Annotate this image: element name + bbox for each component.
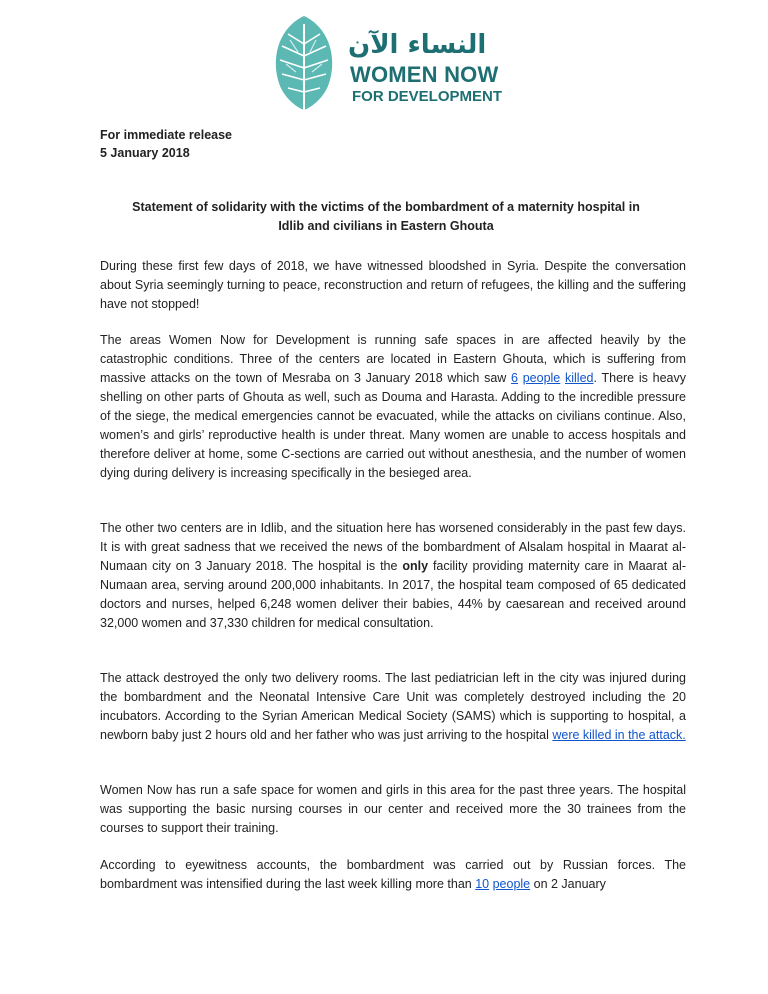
release-date: 5 January 2018 [100, 146, 190, 160]
paragraph-eyewitness [100, 856, 686, 894]
paragraph-text: on 2 January [530, 877, 606, 891]
release-label: For immediate release [100, 128, 233, 142]
logo-women-now: WOMEN NOW [350, 62, 499, 87]
link-10[interactable]: 10 [475, 877, 490, 891]
link-killed[interactable]: killed [565, 371, 594, 385]
paragraph-safe-space: Women Now has run a safe space for women and girls in this area for the past three years. The hospital was supporting the basic nursing courses in our center and received more the 30 trainees from the courses to support their training. [100, 783, 686, 835]
statement-title-line1: Statement of solidarity with the victims of the bombardment of a maternity hospital in [132, 200, 640, 214]
paragraph-idlib [100, 519, 686, 633]
emphasis-only: only [402, 559, 429, 573]
paragraph-attack [100, 669, 686, 745]
link-were-killed[interactable]: were killed in the attack. [552, 728, 686, 742]
paragraph-eastern-ghouta [100, 331, 686, 483]
leaf-logo-icon [268, 14, 340, 112]
paragraph-text: The areas Women Now for Development is running safe spaces in are affected heavily by the catastrophic conditions. Three of the centers are located in Eastern Ghouta, which is suffering from massive attacks on the town of Mesraba on 3 January 2018 which saw [100, 333, 686, 385]
statement-title-line2: Idlib and civilians in Eastern Ghouta [278, 219, 494, 233]
link-6[interactable]: 6 [511, 371, 518, 385]
paragraph-text: According to eyewitness accounts, the bombardment was carried out by Russian forces. The bombardment was intensified during the last week killing more than [100, 858, 686, 891]
statement-title [80, 198, 692, 236]
paragraph-text: The other two centers are in Idlib, and the situation here has worsened considerably in the past few days. It is with great sadness that we received the news of the bombardment of Alsalam hospital in Maarat al-Numaan city on 3 January 2018. The hospital is the [100, 521, 686, 573]
link-people[interactable]: people [522, 371, 561, 385]
paragraph-text: The attack destroyed the only two delivery rooms. The last pediatrician left in the city was injured during the bombardment and the Neonatal Intensive Care Unit was completely destroyed including the 20 incubators. According to the Syrian American Medical Society (SAMS) which is supporting to hospital, a newborn baby just 2 hours old and her father who was just arriving to the hospital [100, 671, 686, 742]
paragraph-text: . There is heavy shelling on other parts of Ghouta as well, such as Douma and Harasta. Adding to the incredible pressure of the siege, the medical emergencies cannot be evacuated, while the attacks on civilians continue. Also, women’s and girls’ reproductive health is under threat. Many women are unable to access hospitals and therefore deliver at home, some C-sections are carried out without anesthesia, and the number of women dying during delivery is increasing specifically in the besieged area. [100, 371, 686, 480]
link-people-2[interactable]: people [492, 877, 531, 891]
paragraph-text: facility providing maternity care in Maarat al-Numaan area, serving around 200,000 inhabitants. In 2017, the hospital team composed of 65 dedicated doctors and nurses, helped 6,248 women deliver their babies, 44% by caesarean and received around 32,000 women and 37,330 children for medical consultation. [100, 559, 686, 630]
paragraph-intro: During these first few days of 2018, we have witnessed bloodshed in Syria. Despite the conversation about Syria seemingly turning to peace, reconstruction and return of refugees, the killing and the suffering have not stopped! [100, 259, 686, 311]
logo-for-development: FOR DEVELOPMENT [352, 88, 503, 105]
women-now-logo [268, 14, 528, 112]
release-block [100, 126, 232, 162]
logo-arabic-text: النساء الآن [348, 30, 487, 60]
